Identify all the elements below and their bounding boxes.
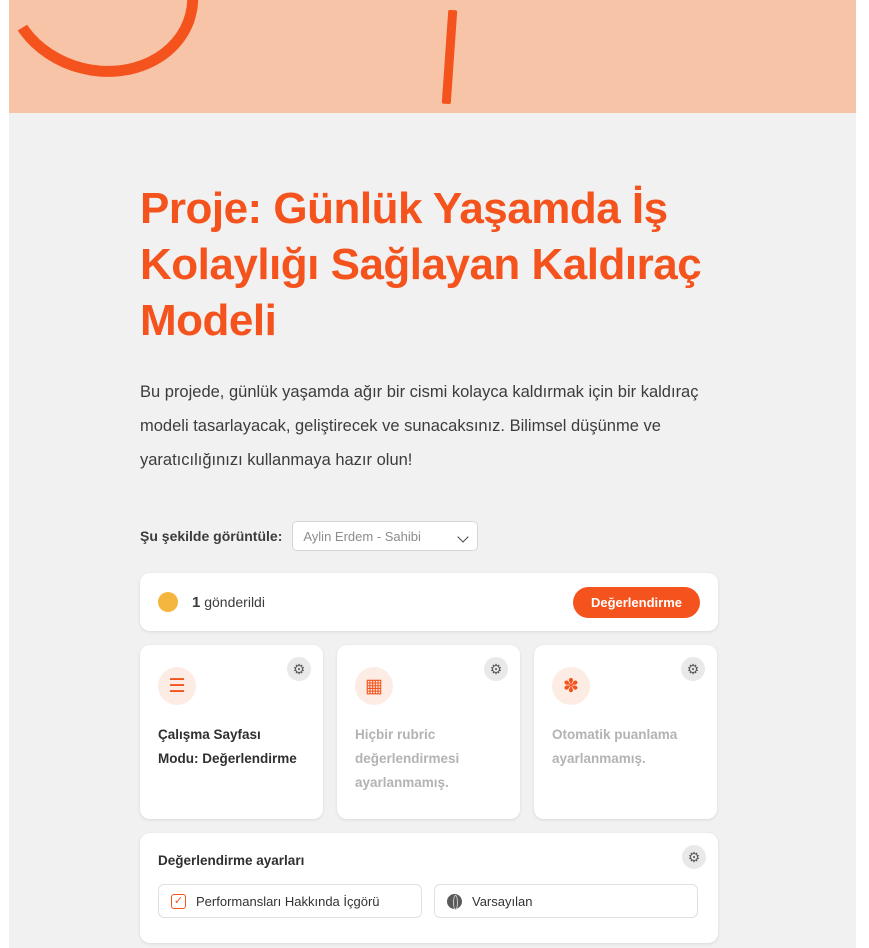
chevron-down-icon — [458, 531, 469, 542]
chip-default[interactable] — [434, 884, 698, 918]
view-as-row — [140, 521, 740, 551]
page-description: Bu projede, günlük yaşamda ağır bir cismi kolayca kaldırmak için bir kaldıraç modeli tasarlayacak, geliştirecek ve sunacaksınız. Bilimsel düşünme ve yaratıcılığınızı kullanmaya hazır olun! — [140, 383, 699, 469]
evaluation-settings-card — [140, 833, 718, 943]
submission-count-text — [192, 594, 265, 611]
chip-label: Performansları Hakkında İçgörü — [196, 893, 380, 909]
evaluate-button[interactable]: Değerlendirme — [573, 587, 700, 618]
tile-label: Otomatik puanlama ayarlanmamış. — [552, 727, 678, 766]
document-lines-icon: ☰ — [158, 667, 196, 705]
page-title: Proje: Günlük Yaşamda İş Kolaylığı Sağlayan Kaldıraç Modeli — [140, 184, 702, 345]
gear-icon[interactable]: ⚙ — [682, 845, 706, 869]
tile-rubric[interactable] — [337, 645, 520, 819]
globe-icon — [447, 894, 462, 909]
chip-insight[interactable] — [158, 884, 422, 918]
gear-icon[interactable]: ⚙ — [681, 657, 705, 681]
swoosh-icon — [9, 0, 216, 97]
main-content — [140, 113, 740, 943]
gear-icon[interactable]: ⚙ — [484, 657, 508, 681]
gear-icon[interactable]: ⚙ — [287, 657, 311, 681]
view-as-label: Şu şekilde görüntüle: — [140, 528, 283, 544]
settings-title: Değerlendirme ayarları — [158, 853, 305, 868]
settings-chip-row — [158, 884, 700, 918]
tiles-row — [140, 645, 740, 819]
tile-worksheet-mode[interactable] — [140, 645, 323, 819]
decorative-banner — [9, 0, 856, 113]
view-as-selected-value: Aylin Erdem - Sahibi — [303, 528, 421, 544]
tile-label: Çalışma Sayfası Modu: Değerlendirme — [158, 727, 297, 766]
submission-count-label: gönderildi — [204, 593, 265, 610]
tile-auto-score[interactable] — [534, 645, 717, 819]
chip-label: Varsayılan — [472, 893, 533, 909]
grid-rubric-icon: ▦ — [355, 667, 393, 705]
bar-decor-icon — [442, 10, 458, 104]
checkbox-checked-icon: ✓ — [171, 894, 186, 909]
view-as-select[interactable] — [292, 521, 478, 551]
submission-count: 1 — [192, 593, 201, 611]
tile-label: Hiçbir rubric değerlendirmesi ayarlanmamış. — [355, 727, 460, 790]
submission-summary-card — [140, 573, 718, 631]
status-badge — [158, 592, 178, 612]
auto-score-icon: ✽ — [552, 667, 590, 705]
